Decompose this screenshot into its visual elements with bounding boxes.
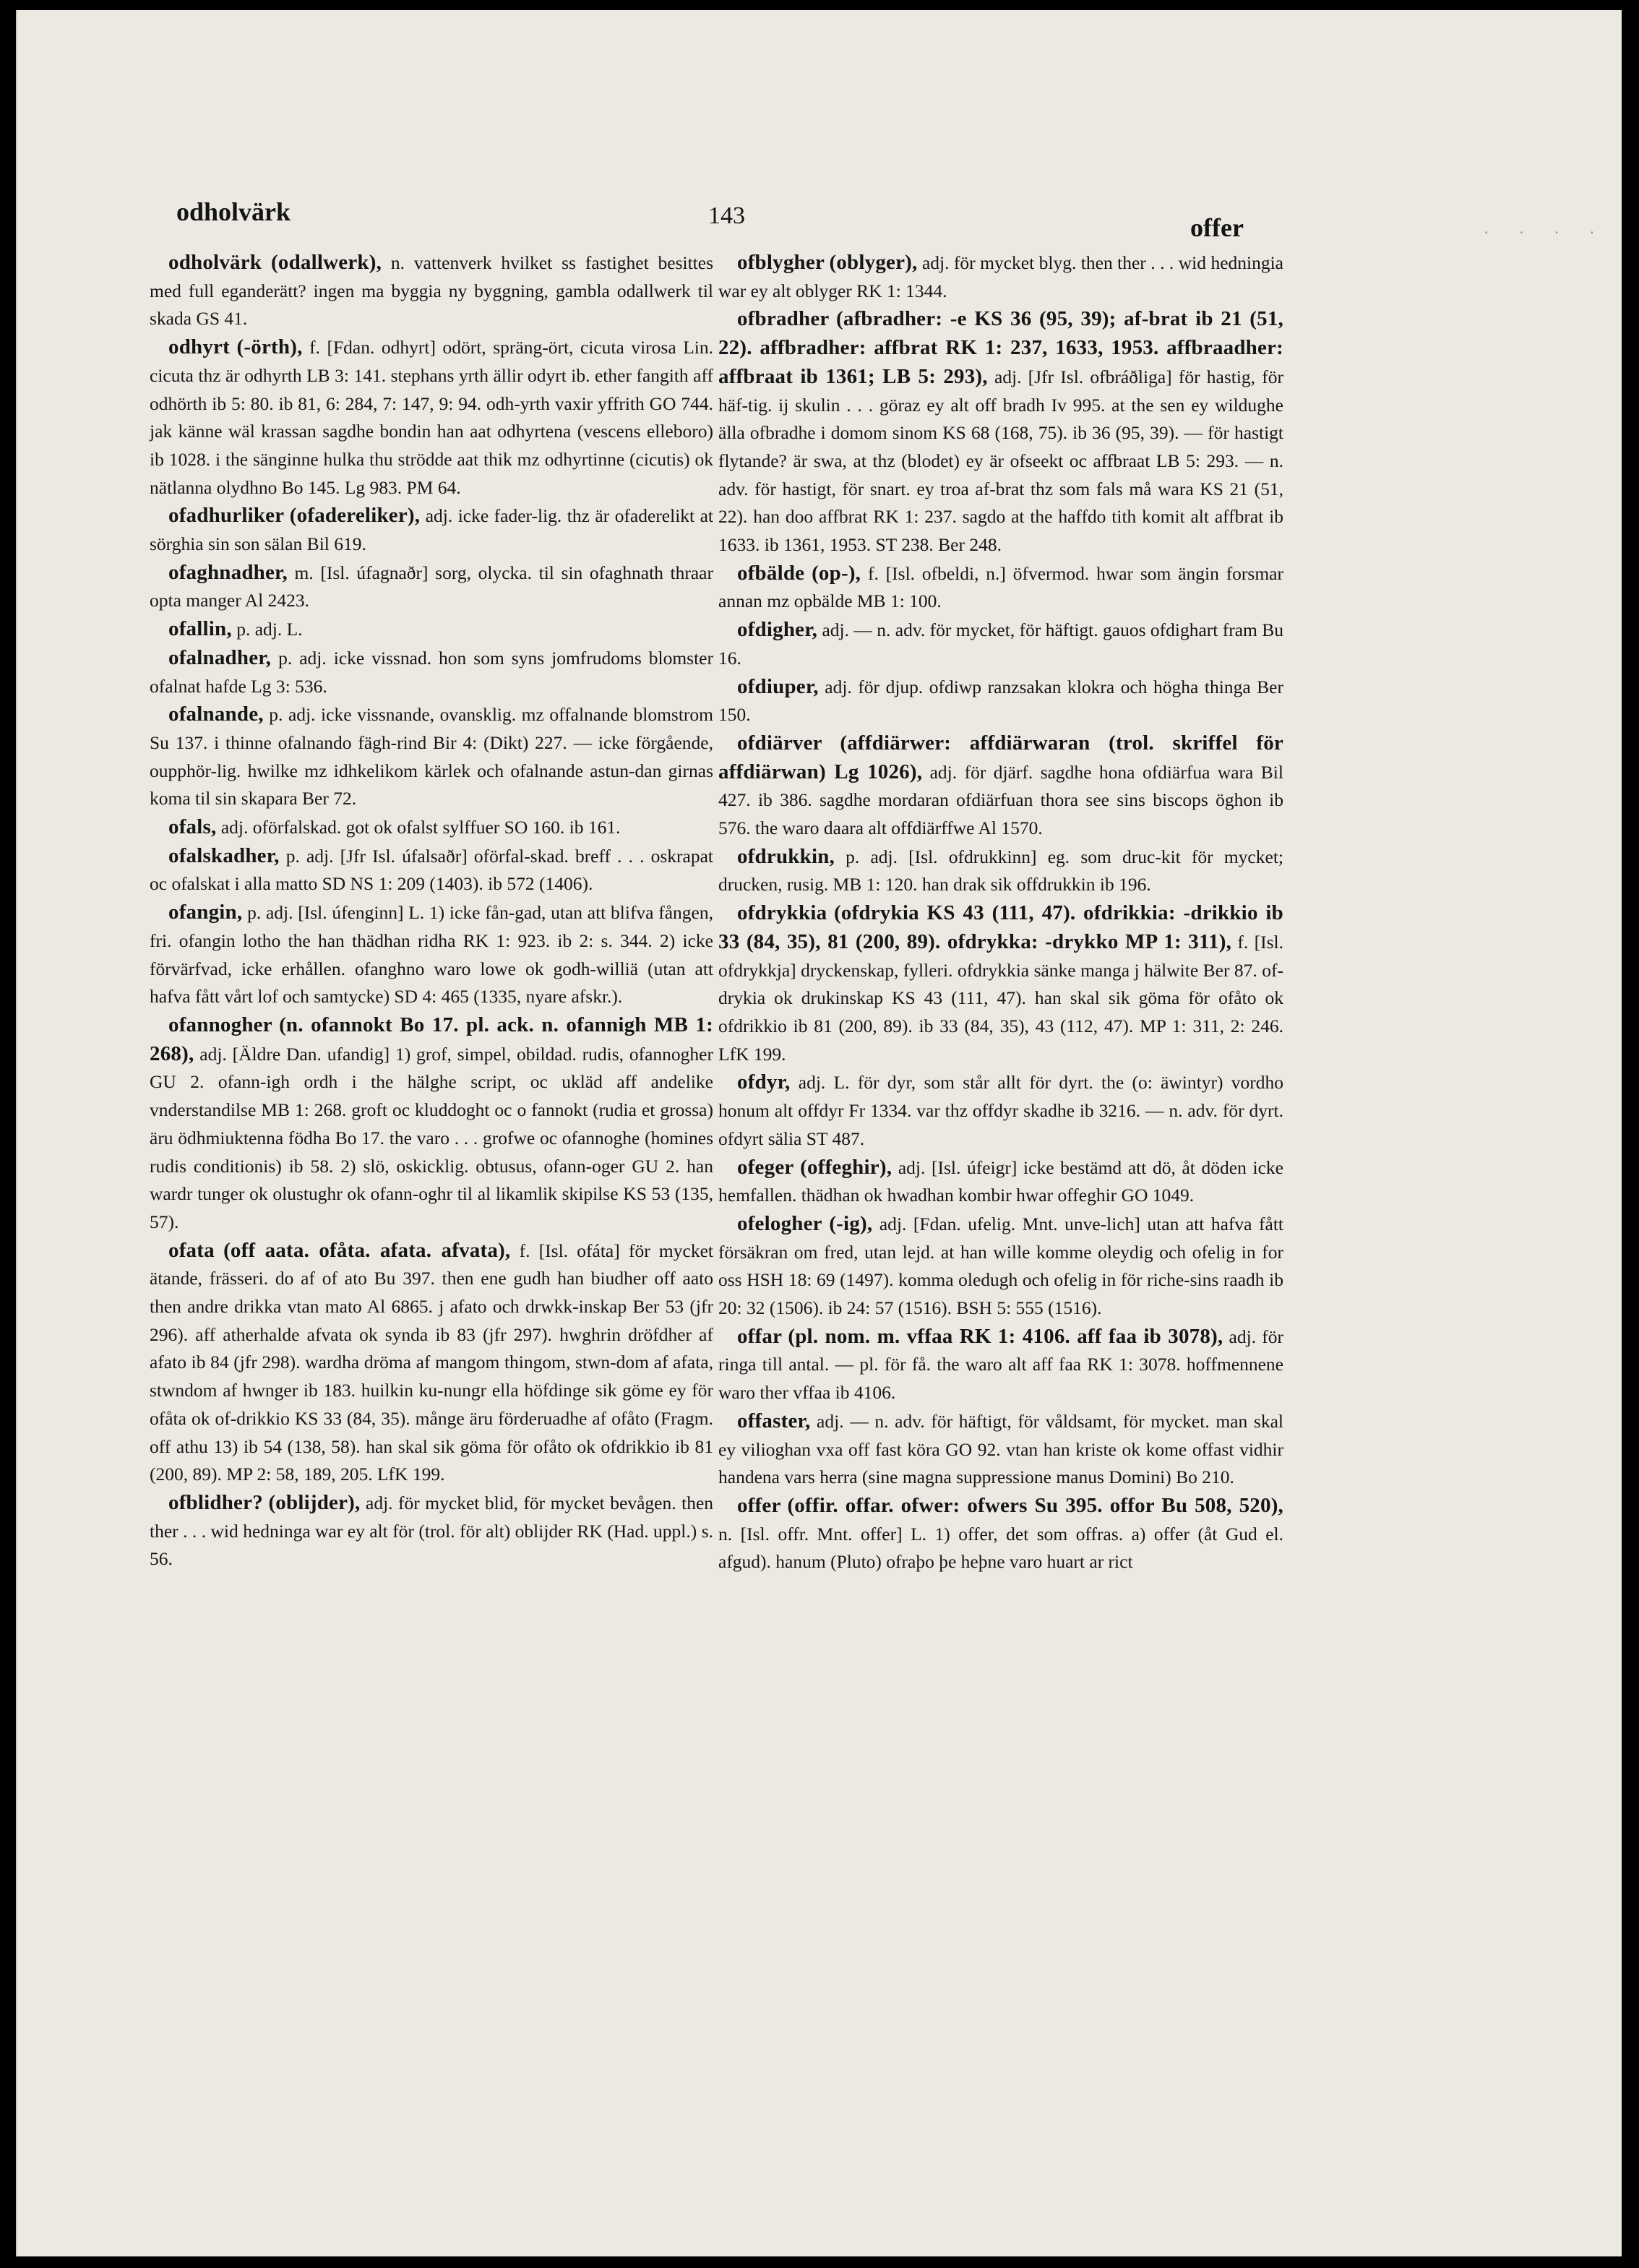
entry-body: p. adj. [Jfr Isl. úfalsaðr] oförfal-skad. breff . . . oskrapat oc ofalskat i alla matto SD NS 1: 209 (1403). ib 572 (1406). <box>150 845 713 895</box>
entry-body: adj. — n. adv. för häftigt, för våldsamt, för mycket. man skal ey vilioghan vxa off fast köra GO 92. vtan han kriste ok kome offast vidhir handena vars herra (sine magna suppressione manus Domini) Bo 210. <box>718 1410 1283 1488</box>
page-number: 143 <box>708 202 745 229</box>
dictionary-entry <box>150 502 713 558</box>
headword-variants: (ofdrykia KS 43 (111, 47). ofdrikkia: -drikkio ib 33 (84, 35), 81 (200, 89). ofdrykka: -drykko MP 1: 311), <box>718 901 1284 953</box>
entry-body: f. [Fdan. odhyrt] odört, spräng-ört, cicuta virosa Lin. cicuta thz är odhyrth LB 3: 141. stephans yrth ällir odyrt ib. ether fangith aff odhörth ib 5: 80. ib 81, 6: 284, 7: 147, 9: 94. odh-yrth vaxir yffrith GO 744. jak känne wäl krassan sagdhe bondin han aat odhyrtena (vescens elleboro) ib 1028. i the sänginne hulka thu strödde aat thik mz odhyrtinne (cicutis) ok nätlanna olydhno Bo 145. Lg 983. PM 64. <box>150 337 713 498</box>
dictionary-entry <box>718 673 1283 729</box>
dictionary-entry <box>718 843 1283 899</box>
entry-body: adj. för mycket blid, för mycket bevågen. then ther . . . wid hedninga war ey alt för (trol. för alt) oblijder RK (Had. uppl.) s. 56. <box>150 1492 714 1570</box>
entry-body: adj. för ringa till antal. — pl. för få. the waro alt aff faa RK 1: 3078. hoffmennene waro ther vffaa ib 4106. <box>718 1326 1284 1404</box>
headword: offar <box>737 1324 783 1348</box>
headword: ofalnande, <box>168 703 264 726</box>
headword: ofalnadher, <box>168 645 272 669</box>
dictionary-entry <box>718 249 1283 305</box>
dictionary-entry <box>150 1237 713 1489</box>
headword: ofadhurliker <box>168 504 285 528</box>
headword: odhyrt <box>168 335 230 359</box>
headword-variants: (op-), <box>812 561 861 585</box>
entry-body: adj. för djup. ofdiwp ranzsakan klokra och högha thinga Ber 150. <box>718 676 1283 726</box>
dictionary-entry <box>150 898 713 1011</box>
headword: ofblygher <box>737 251 825 274</box>
headword: ofblidher? <box>168 1490 263 1514</box>
headword: ofalskadher, <box>168 843 280 867</box>
dictionary-entry <box>150 1489 713 1573</box>
headword-variants: (off aata. ofåta. afata. afvata), <box>223 1238 511 1262</box>
headword-variants: (-örth), <box>236 335 303 359</box>
headword: offaster, <box>737 1409 811 1432</box>
entry-body: adj. L. för dyr, som står allt för dyrt. the (o: äwintyr) vordho honum alt offdyr Fr 1334. var thz offdyr skadhe ib 3216. — n. adv. för dyrt. ofdyrt sälia ST 487. <box>718 1072 1283 1149</box>
headword: ofbälde <box>737 561 805 585</box>
headword-variants: (ofadereliker), <box>289 504 421 528</box>
dictionary-entry <box>718 1407 1283 1492</box>
dictionary-entry <box>150 700 713 813</box>
headword: ofdrukkin, <box>737 844 835 868</box>
dictionary-entry <box>718 559 1283 616</box>
headword: ofals, <box>168 815 217 839</box>
entry-body: adj. [Äldre Dan. ufandig] 1) grof, simpel, obildad. rudis, ofannogher GU 2. ofann-igh ordh i the hälghe script, oc ukläd aff andelike vnderstandilse MB 1: 268. groft oc kluddoght oc o fannokt (rudia et grossa) äru ödhmiuktenna födha Bo 17. the varo . . . grofwe oc ofannoghe (homines rudis conditionis) ib 58. 2) slö, oskicklig. obtusus, ofann-oger GU 2. han wardr tunger ok olustughr ok ofann-oghr til al likamlik skipilse KS 53 (135, 57). <box>150 1043 713 1232</box>
headword-variants: (offeghir), <box>800 1155 892 1179</box>
headword: odholvärk <box>168 251 262 274</box>
dictionary-entry <box>718 1492 1283 1576</box>
margin-marks: · · · · <box>1484 224 1607 241</box>
dictionary-entry <box>718 616 1283 672</box>
dictionary-entry <box>150 333 713 502</box>
headword-variants: (offir. offar. ofwer: ofwers Su 395. offor Bu 508, 520), <box>787 1493 1284 1517</box>
entry-body: adj. [Isl. úfeigr] icke bestämd att dö, åt döden icke hemfallen. thädhan ok hwadhan kombir hwar offeghir GO 1049. <box>718 1156 1283 1206</box>
headword: ofdiärver <box>737 731 822 755</box>
headword-variants: (-ig), <box>829 1211 873 1235</box>
entry-body: p. adj. icke vissnande, ovansklig. mz offalnande blomstrom Su 137. i thinne ofalnando fägh-rind Bir 4: (Dikt) 227. — icke förgående, oupphör-lig. hwilke mz idhkelikom kärlek och ofalnande astun-dan girnas koma til sin skapara Ber 72. <box>150 704 713 809</box>
right-column <box>718 249 1283 1576</box>
headword: ofdiuper, <box>737 674 819 698</box>
dictionary-entry <box>718 729 1283 843</box>
headword: ofangin, <box>168 901 243 924</box>
headword: ofdigher, <box>737 618 818 642</box>
headword-variants: (afbradher: -e KS 36 (95, 39); af-brat ib 21 (51, 22). affbradher: affbrat RK 1: 237, 1633, 1953. affbraadher: affbraat ib 1361; LB 5: 293), <box>718 307 1284 388</box>
dictionary-entry <box>150 1011 713 1237</box>
entry-body: adj. icke fader-lig. thz är ofaderelikt at sörghia sin son sälan Bil 619. <box>150 505 714 555</box>
entry-body: f. [Isl. ofáta] för mycket ätande, frässeri. do af of ato Bu 397. then ene gudh han biudher off aato then andre drikka vtan mato Al 6865. j afato och drwkk-inskap Ber 53 (jfr 296). aff atherhalde afvata ok synda ib 83 (jfr 297). hwghrin dröfdher af afato ib 84 (jfr 298). wardha dröma af mangom thingom, stwn-dom af afata, stwndom af hwnger ib 183. huilkin ku-nungr ella höfdinge sik göme ey för ofåta ok of-drikkio KS 33 (84, 35). månge äru förderuadhe af ofåto (Fragm. off athu 13) ib 54 (138, 58). han skal sik göma för ofåto ok ofdrikkio ib 81 (200, 89). MP 2: 58, 189, 205. LfK 199. <box>150 1240 713 1485</box>
entry-body: p. adj. L. <box>231 619 303 640</box>
dictionary-entry <box>718 1210 1283 1323</box>
headword-variants: (affdiärwer: affdiärwaran (trol. skriffel för affdiärwan) Lg 1026), <box>718 731 1283 783</box>
headword: ofbradher <box>737 307 830 331</box>
entry-body: n. [Isl. offr. Mnt. offer] L. 1) offer, det som offras. a) offer (åt Gud el. afgud). hanum (Pluto) ofraþo þe heþne varo huart ar rict <box>718 1523 1283 1573</box>
headword: ofannogher <box>168 1013 272 1036</box>
headword-variants: (pl. nom. m. vffaa RK 1: 4106. aff faa ib 3078), <box>788 1324 1223 1348</box>
entry-body: adj. — n. adv. för mycket, för häftigt. gauos ofdighart fram Bu 16. <box>718 619 1283 669</box>
headword: ofelogher <box>737 1211 822 1235</box>
running-head-right: offer <box>1190 213 1244 242</box>
entry-body: adj. [Jfr Isl. ofbráðliga] för hastig, för häf-tig. ij skulin . . . göraz ey alt off bradh Iv 995. at the sen ey wildughe älla ofbradhe i domom sinom KS 68 (168, 75). ib 36 (95, 39). — för hastigt flytande? är swa, at thz (blodet) ey är ofseekt oc affbraat LB 5: 293. — n. adv. för hastigt, för snart. ey troa af-brat thz som fals må wara KS 21 (51, 22). han doo affbrat RK 1: 237. sagdo at the haffdo tith komit alt affbrat ib 1633. ib 1361, 1953. ST 238. Ber 248. <box>718 366 1283 556</box>
entry-body: f. [Isl. ofdrykkja] dryckenskap, fylleri. ofdrykkia sänke manga j hälwite Ber 87. of-drykia ok drukinskap KS 43 (111, 47). han skal sik göma för ofåto ok ofdrikkio ib 81 (200, 89). ib 33 (84, 35), 43 (112, 47). MP 1: 311, 2: 246. LfK 199. <box>718 931 1284 1065</box>
entry-body: p. adj. icke vissnad. hon som syns jomfrudoms blomster ofalnat hafde Lg 3: 536. <box>150 647 713 697</box>
dictionary-entry <box>150 644 713 700</box>
entry-body: n. vattenverk hvilket ss fastighet besittes med full eganderätt? ingen ma byggia ny byggning, gambla odallwerk til skada GS 41. <box>150 252 714 330</box>
dictionary-entry <box>718 1154 1283 1210</box>
headword: ofdyr, <box>737 1070 791 1094</box>
dictionary-entry <box>718 899 1283 1068</box>
entry-body: adj. för mycket blyg. then ther . . . wid hedningia war ey alt oblyger RK 1: 1344. <box>718 252 1284 301</box>
headword: ofdrykkia <box>737 901 827 925</box>
headword: ofallin, <box>168 617 232 641</box>
dictionary-entry <box>718 1068 1283 1153</box>
headword: ofaghnadher, <box>168 560 288 584</box>
dictionary-entry <box>150 842 713 898</box>
headword: offer <box>737 1493 781 1517</box>
headword-variants: (oblyger), <box>829 251 918 274</box>
entry-body: f. [Isl. ofbeldi, n.] öfvermod. hwar som ängin forsmar annan mz opbälde MB 1: 100. <box>718 562 1283 612</box>
headword-variants: (oblijder), <box>268 1490 361 1514</box>
dictionary-entry <box>150 813 713 842</box>
entry-body: adj. oförfalskad. got ok ofalst sylffuer SO 160. ib 161. <box>216 817 621 838</box>
entry-body: m. [Isl. úfagnaðr] sorg, olycka. til sin ofaghnath thraar opta manger Al 2423. <box>150 562 713 611</box>
left-column <box>150 249 713 1573</box>
entry-body: p. adj. [Isl. úfenginn] L. 1) icke fån-gad, utan att blifva fången, fri. ofangin lotho the han thädhan ridha RK 1: 923. ib 2: s. 344. 2) icke förvärfvad, icke erhållen. ofanghno waro lowe ok godh-williä (utan att hafva fått vårt lof och samtycke) SD 4: 465 (1335, nyare afskr.). <box>150 902 713 1008</box>
dictionary-page <box>16 10 1622 2256</box>
dictionary-entry <box>718 305 1283 559</box>
entry-body: adj. för djärf. sagdhe hona ofdiärfua wara Bil 427. ib 386. sagdhe mordaran ofdiärfuan thora see sins biscops öghon ib 576. the waro daara alt offdiärffwe Al 1570. <box>718 761 1283 839</box>
entry-body: p. adj. [Isl. ofdrukkinn] eg. som druc-kit för mycket; drucken, rusig. MB 1: 120. han drak sik offdrukkin ib 196. <box>718 846 1283 895</box>
dictionary-entry <box>718 1323 1283 1407</box>
dictionary-entry <box>150 249 713 333</box>
entry-body: adj. [Fdan. ufelig. Mnt. unve-lich] utan att hafva fått försäkran om fred, utan lejd. at han wille komme oleydig och ofelig in for oss HSH 18: 69 (1497). komma oledugh och ofelig in för riche-sins raadh ib 20: 32 (1506). ib 24: 57 (1516). BSH 5: 555 (1516). <box>718 1213 1284 1319</box>
dictionary-entry <box>150 559 713 615</box>
dictionary-entry <box>150 615 713 644</box>
headword-variants: (n. ofannokt Bo 17. pl. ack. n. ofannigh MB 1: 268), <box>150 1013 713 1065</box>
running-head-left: odholvärk <box>176 197 291 226</box>
headword: ofeger <box>737 1155 794 1179</box>
headword-variants: (odallwerk), <box>271 251 382 274</box>
headword: ofata <box>168 1238 215 1262</box>
